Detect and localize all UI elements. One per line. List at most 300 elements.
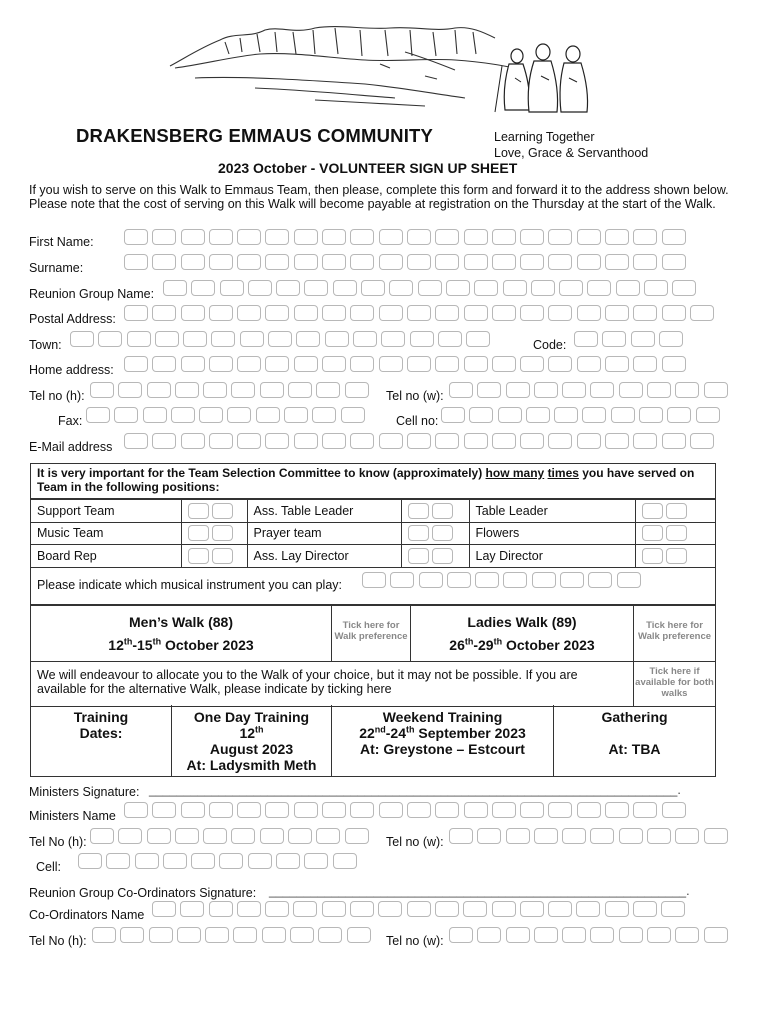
character-box[interactable] [662, 229, 686, 245]
tel-home-input[interactable] [90, 382, 369, 398]
character-box[interactable] [667, 407, 691, 423]
character-box[interactable] [118, 382, 142, 398]
character-box[interactable] [381, 331, 405, 347]
character-box[interactable] [672, 280, 696, 296]
character-box[interactable] [474, 280, 498, 296]
cell-input[interactable] [441, 407, 720, 423]
character-box[interactable] [605, 901, 629, 917]
character-box[interactable] [256, 407, 280, 423]
character-box[interactable] [435, 356, 459, 372]
character-box[interactable] [534, 828, 558, 844]
character-box[interactable] [644, 280, 668, 296]
character-box[interactable] [647, 382, 671, 398]
character-box[interactable] [661, 901, 685, 917]
character-box[interactable] [211, 331, 235, 347]
character-box[interactable] [209, 229, 233, 245]
character-box[interactable] [531, 280, 555, 296]
character-box[interactable] [203, 382, 227, 398]
character-box[interactable] [438, 331, 462, 347]
character-box[interactable] [418, 280, 442, 296]
character-box[interactable] [379, 802, 403, 818]
character-box[interactable] [506, 828, 530, 844]
character-box[interactable] [163, 280, 187, 296]
character-box[interactable] [205, 927, 229, 943]
character-box[interactable] [390, 572, 414, 588]
character-box[interactable] [248, 280, 272, 296]
character-box[interactable] [407, 305, 431, 321]
character-box[interactable] [237, 901, 261, 917]
character-box[interactable] [389, 280, 413, 296]
character-box[interactable] [548, 433, 572, 449]
character-box[interactable] [209, 901, 233, 917]
character-box[interactable] [492, 254, 516, 270]
character-box[interactable] [602, 331, 626, 347]
fax-input[interactable] [86, 407, 365, 423]
character-box[interactable] [333, 853, 357, 869]
character-box[interactable] [152, 254, 176, 270]
character-box[interactable] [322, 433, 346, 449]
email-input[interactable] [124, 433, 714, 449]
character-box[interactable] [520, 433, 544, 449]
character-box[interactable] [124, 356, 148, 372]
character-box[interactable] [209, 254, 233, 270]
ministers-signature-line[interactable]: ____________________________________________________________________________. [149, 783, 681, 797]
character-box[interactable] [120, 927, 144, 943]
character-box[interactable] [322, 802, 346, 818]
character-box[interactable] [605, 229, 629, 245]
character-box[interactable] [605, 305, 629, 321]
character-box[interactable] [469, 407, 493, 423]
character-box[interactable] [209, 802, 233, 818]
character-box[interactable] [98, 331, 122, 347]
character-box[interactable] [520, 254, 544, 270]
character-box[interactable] [191, 853, 215, 869]
character-box[interactable] [152, 356, 176, 372]
character-box[interactable] [464, 305, 488, 321]
character-box[interactable] [322, 305, 346, 321]
character-box[interactable] [92, 927, 116, 943]
character-box[interactable] [647, 828, 671, 844]
character-box[interactable] [183, 331, 207, 347]
character-box[interactable] [675, 828, 699, 844]
character-box[interactable] [407, 433, 431, 449]
character-box[interactable] [407, 254, 431, 270]
character-box[interactable] [152, 433, 176, 449]
character-box[interactable] [435, 305, 459, 321]
character-box[interactable] [590, 927, 614, 943]
character-box[interactable] [322, 229, 346, 245]
character-box[interactable] [199, 407, 223, 423]
character-box[interactable] [577, 802, 601, 818]
character-box[interactable] [704, 927, 728, 943]
music-team-count-input[interactable] [188, 525, 233, 541]
table-leader-count-input[interactable] [642, 503, 687, 519]
character-box[interactable] [492, 305, 516, 321]
character-box[interactable] [639, 407, 663, 423]
character-box[interactable] [70, 331, 94, 347]
character-box[interactable] [407, 802, 431, 818]
character-box[interactable] [577, 229, 601, 245]
character-box[interactable] [322, 356, 346, 372]
character-box[interactable] [675, 927, 699, 943]
character-box[interactable] [590, 828, 614, 844]
coordinators-tel-work-input[interactable] [449, 927, 728, 943]
character-box[interactable] [147, 828, 171, 844]
character-box[interactable] [532, 572, 556, 588]
character-box[interactable] [155, 331, 179, 347]
character-box[interactable] [379, 356, 403, 372]
instrument-input[interactable] [362, 572, 641, 588]
character-box[interactable] [587, 280, 611, 296]
home-address-input[interactable] [124, 356, 686, 372]
character-box[interactable] [534, 382, 558, 398]
character-box[interactable] [127, 331, 151, 347]
character-box[interactable] [577, 305, 601, 321]
character-box[interactable] [240, 331, 264, 347]
character-box[interactable] [284, 407, 308, 423]
character-box[interactable] [203, 828, 227, 844]
character-box[interactable] [548, 229, 572, 245]
character-box[interactable] [492, 901, 516, 917]
character-box[interactable] [124, 229, 148, 245]
character-box[interactable] [181, 802, 205, 818]
character-box[interactable] [605, 356, 629, 372]
character-box[interactable] [220, 280, 244, 296]
character-box[interactable] [407, 229, 431, 245]
character-box[interactable] [619, 828, 643, 844]
code-input[interactable] [574, 331, 683, 347]
character-box[interactable] [633, 305, 657, 321]
character-box[interactable] [659, 331, 683, 347]
character-box[interactable] [362, 572, 386, 588]
character-box[interactable] [492, 433, 516, 449]
character-box[interactable] [477, 927, 501, 943]
character-box[interactable] [350, 802, 374, 818]
character-box[interactable] [106, 853, 130, 869]
character-box[interactable] [265, 433, 289, 449]
character-box[interactable] [466, 331, 490, 347]
character-box[interactable] [124, 802, 148, 818]
character-box[interactable] [152, 901, 176, 917]
character-box[interactable] [492, 229, 516, 245]
town-input[interactable] [70, 331, 490, 347]
character-box[interactable] [294, 802, 318, 818]
character-box[interactable] [114, 407, 138, 423]
character-box[interactable] [237, 229, 261, 245]
character-box[interactable] [379, 254, 403, 270]
character-box[interactable] [265, 254, 289, 270]
character-box[interactable] [316, 828, 340, 844]
character-box[interactable] [662, 305, 686, 321]
both-walks-tick-box[interactable] [633, 662, 715, 706]
support-team-count-input[interactable] [188, 503, 233, 519]
character-box[interactable] [152, 802, 176, 818]
character-box[interactable] [554, 407, 578, 423]
character-box[interactable] [562, 927, 586, 943]
character-box[interactable] [322, 254, 346, 270]
character-box[interactable] [492, 802, 516, 818]
character-box[interactable] [520, 356, 544, 372]
character-box[interactable] [322, 901, 346, 917]
character-box[interactable] [316, 382, 340, 398]
character-box[interactable] [219, 853, 243, 869]
character-box[interactable] [304, 853, 328, 869]
character-box[interactable] [447, 572, 471, 588]
character-box[interactable] [296, 331, 320, 347]
character-box[interactable] [577, 356, 601, 372]
ass-table-leader-count-input[interactable] [408, 503, 453, 519]
character-box[interactable] [294, 254, 318, 270]
character-box[interactable] [576, 901, 600, 917]
character-box[interactable] [520, 901, 544, 917]
character-box[interactable] [175, 382, 199, 398]
character-box[interactable] [410, 331, 434, 347]
character-box[interactable] [118, 828, 142, 844]
character-box[interactable] [503, 280, 527, 296]
character-box[interactable] [477, 828, 501, 844]
character-box[interactable] [143, 407, 167, 423]
character-box[interactable] [345, 382, 369, 398]
character-box[interactable] [503, 572, 527, 588]
ministers-tel-home-input[interactable] [90, 828, 369, 844]
character-box[interactable] [177, 927, 201, 943]
character-box[interactable] [361, 280, 385, 296]
character-box[interactable] [181, 229, 205, 245]
character-box[interactable] [446, 280, 470, 296]
character-box[interactable] [237, 356, 261, 372]
character-box[interactable] [180, 901, 204, 917]
character-box[interactable] [341, 407, 365, 423]
character-box[interactable] [124, 433, 148, 449]
character-box[interactable] [548, 305, 572, 321]
character-box[interactable] [616, 280, 640, 296]
ministers-cell-input[interactable] [78, 853, 357, 869]
character-box[interactable] [590, 382, 614, 398]
character-box[interactable] [464, 229, 488, 245]
character-box[interactable] [464, 356, 488, 372]
character-box[interactable] [619, 382, 643, 398]
character-box[interactable] [492, 356, 516, 372]
character-box[interactable] [582, 407, 606, 423]
flowers-count-input[interactable] [642, 525, 687, 541]
character-box[interactable] [379, 305, 403, 321]
character-box[interactable] [690, 305, 714, 321]
character-box[interactable] [704, 382, 728, 398]
character-box[interactable] [345, 828, 369, 844]
character-box[interactable] [449, 382, 473, 398]
character-box[interactable] [175, 828, 199, 844]
character-box[interactable] [312, 407, 336, 423]
character-box[interactable] [276, 280, 300, 296]
character-box[interactable] [350, 229, 374, 245]
character-box[interactable] [191, 280, 215, 296]
character-box[interactable] [237, 802, 261, 818]
character-box[interactable] [353, 331, 377, 347]
character-box[interactable] [90, 828, 114, 844]
character-box[interactable] [662, 433, 686, 449]
character-box[interactable] [407, 901, 431, 917]
character-box[interactable] [449, 927, 473, 943]
character-box[interactable] [633, 229, 657, 245]
character-box[interactable] [475, 572, 499, 588]
character-box[interactable] [152, 305, 176, 321]
ministers-tel-work-input[interactable] [449, 828, 728, 844]
character-box[interactable] [605, 254, 629, 270]
character-box[interactable] [288, 828, 312, 844]
coordinators-name-input[interactable] [152, 901, 685, 917]
character-box[interactable] [605, 802, 629, 818]
character-box[interactable] [304, 280, 328, 296]
character-box[interactable] [520, 802, 544, 818]
character-box[interactable] [379, 433, 403, 449]
postal-address-input[interactable] [124, 305, 714, 321]
character-box[interactable] [350, 901, 374, 917]
character-box[interactable] [419, 572, 443, 588]
character-box[interactable] [619, 927, 643, 943]
character-box[interactable] [181, 356, 205, 372]
character-box[interactable] [265, 305, 289, 321]
character-box[interactable] [237, 305, 261, 321]
character-box[interactable] [181, 433, 205, 449]
character-box[interactable] [276, 853, 300, 869]
character-box[interactable] [562, 382, 586, 398]
character-box[interactable] [506, 927, 530, 943]
character-box[interactable] [318, 927, 342, 943]
character-box[interactable] [325, 331, 349, 347]
character-box[interactable] [294, 305, 318, 321]
character-box[interactable] [506, 382, 530, 398]
character-box[interactable] [90, 382, 114, 398]
character-box[interactable] [520, 305, 544, 321]
character-box[interactable] [577, 254, 601, 270]
character-box[interactable] [333, 280, 357, 296]
character-box[interactable] [135, 853, 159, 869]
character-box[interactable] [147, 382, 171, 398]
character-box[interactable] [435, 802, 459, 818]
character-box[interactable] [464, 802, 488, 818]
character-box[interactable] [209, 305, 233, 321]
character-box[interactable] [294, 229, 318, 245]
ladies-walk-tick-box[interactable] [633, 606, 715, 661]
character-box[interactable] [435, 433, 459, 449]
prayer-team-count-input[interactable] [408, 525, 453, 541]
character-box[interactable] [520, 229, 544, 245]
reunion-group-input[interactable] [163, 280, 696, 296]
character-box[interactable] [86, 407, 110, 423]
character-box[interactable] [633, 901, 657, 917]
character-box[interactable] [633, 254, 657, 270]
first-name-input[interactable] [124, 229, 686, 245]
character-box[interactable] [631, 331, 655, 347]
character-box[interactable] [633, 356, 657, 372]
character-box[interactable] [498, 407, 522, 423]
character-box[interactable] [562, 828, 586, 844]
character-box[interactable] [294, 356, 318, 372]
character-box[interactable] [290, 927, 314, 943]
character-box[interactable] [227, 407, 251, 423]
character-box[interactable] [152, 229, 176, 245]
character-box[interactable] [231, 828, 255, 844]
character-box[interactable] [209, 433, 233, 449]
character-box[interactable] [78, 853, 102, 869]
character-box[interactable] [294, 433, 318, 449]
character-box[interactable] [149, 927, 173, 943]
tel-work-input[interactable] [449, 382, 728, 398]
character-box[interactable] [675, 382, 699, 398]
character-box[interactable] [171, 407, 195, 423]
character-box[interactable] [577, 433, 601, 449]
character-box[interactable] [379, 229, 403, 245]
character-box[interactable] [265, 356, 289, 372]
character-box[interactable] [633, 433, 657, 449]
character-box[interactable] [559, 280, 583, 296]
character-box[interactable] [463, 901, 487, 917]
character-box[interactable] [407, 356, 431, 372]
character-box[interactable] [237, 433, 261, 449]
character-box[interactable] [163, 853, 187, 869]
character-box[interactable] [265, 802, 289, 818]
character-box[interactable] [435, 901, 459, 917]
character-box[interactable] [617, 572, 641, 588]
character-box[interactable] [262, 927, 286, 943]
character-box[interactable] [441, 407, 465, 423]
character-box[interactable] [260, 382, 284, 398]
character-box[interactable] [548, 356, 572, 372]
character-box[interactable] [350, 356, 374, 372]
surname-input[interactable] [124, 254, 686, 270]
character-box[interactable] [574, 331, 598, 347]
ministers-name-input[interactable] [124, 802, 686, 818]
character-box[interactable] [268, 331, 292, 347]
character-box[interactable] [237, 254, 261, 270]
character-box[interactable] [548, 254, 572, 270]
character-box[interactable] [293, 901, 317, 917]
character-box[interactable] [526, 407, 550, 423]
character-box[interactable] [435, 229, 459, 245]
character-box[interactable] [548, 901, 572, 917]
character-box[interactable] [260, 828, 284, 844]
character-box[interactable] [209, 356, 233, 372]
character-box[interactable] [704, 828, 728, 844]
character-box[interactable] [181, 254, 205, 270]
character-box[interactable] [350, 254, 374, 270]
character-box[interactable] [560, 572, 584, 588]
character-box[interactable] [435, 254, 459, 270]
character-box[interactable] [449, 828, 473, 844]
character-box[interactable] [124, 305, 148, 321]
character-box[interactable] [605, 433, 629, 449]
character-box[interactable] [647, 927, 671, 943]
coordinators-tel-home-input[interactable] [92, 927, 371, 943]
character-box[interactable] [690, 433, 714, 449]
character-box[interactable] [588, 572, 612, 588]
character-box[interactable] [534, 927, 558, 943]
character-box[interactable] [265, 229, 289, 245]
character-box[interactable] [464, 254, 488, 270]
character-box[interactable] [662, 254, 686, 270]
character-box[interactable] [350, 433, 374, 449]
mens-walk-tick-box[interactable] [331, 606, 411, 661]
character-box[interactable] [633, 802, 657, 818]
character-box[interactable] [347, 927, 371, 943]
character-box[interactable] [662, 356, 686, 372]
character-box[interactable] [378, 901, 402, 917]
character-box[interactable] [248, 853, 272, 869]
character-box[interactable] [611, 407, 635, 423]
character-box[interactable] [350, 305, 374, 321]
character-box[interactable] [233, 927, 257, 943]
character-box[interactable] [265, 901, 289, 917]
